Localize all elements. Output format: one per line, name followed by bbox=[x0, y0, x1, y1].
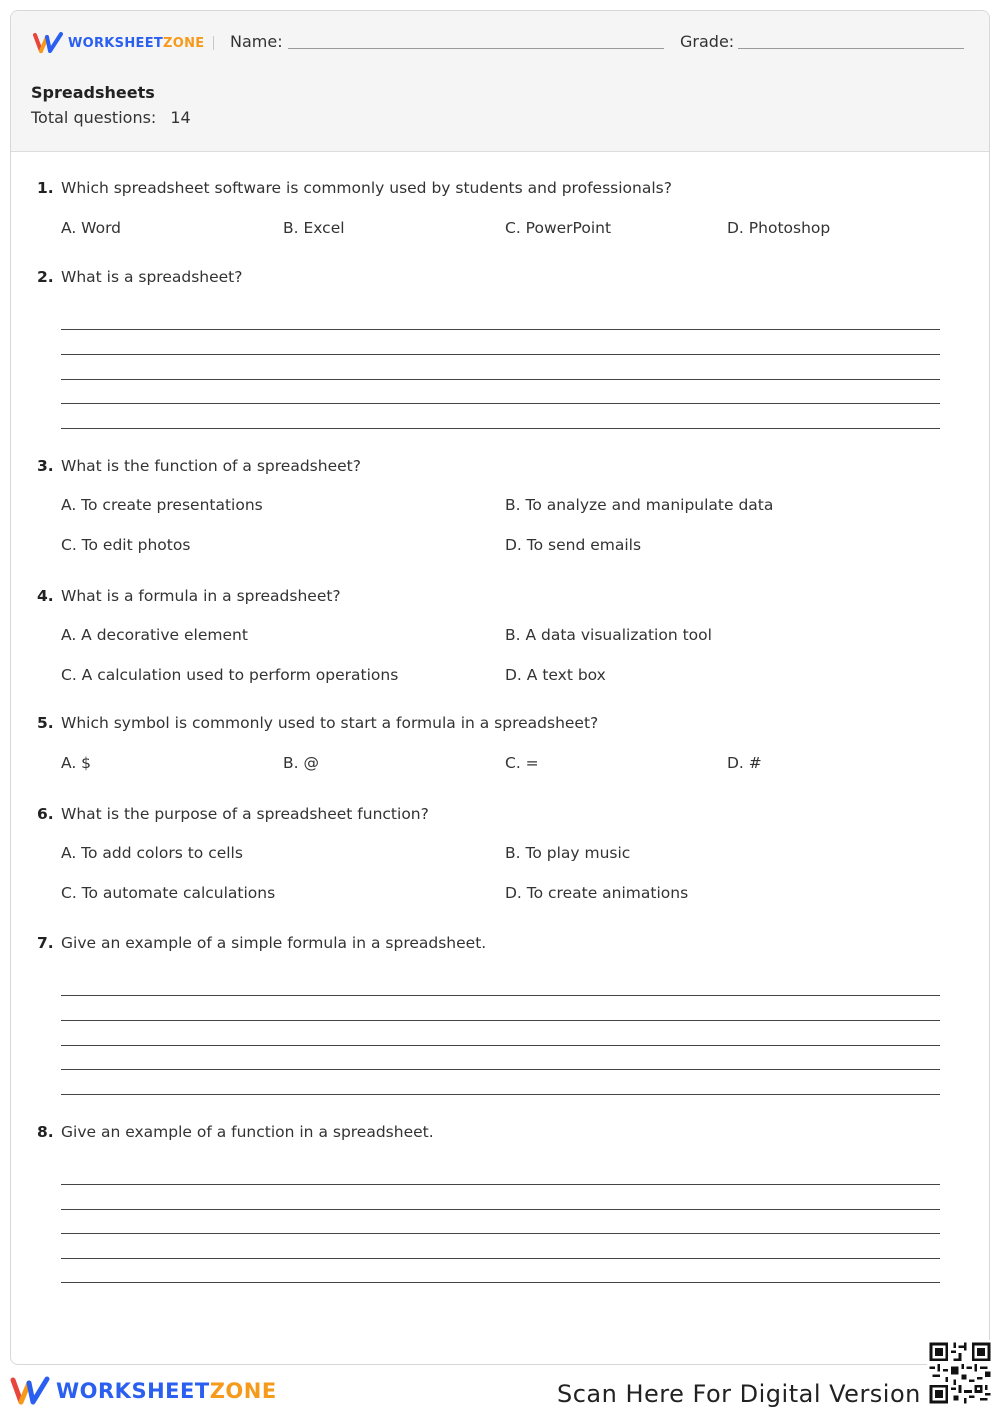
brand-part-worksheet: WORKSHEET bbox=[68, 35, 164, 51]
option-d[interactable]: D. # bbox=[727, 754, 762, 772]
worksheet-title: Spreadsheets bbox=[31, 83, 155, 102]
question-number: 7. bbox=[37, 934, 54, 952]
option-d[interactable]: D. A text box bbox=[505, 666, 606, 684]
question-text: What is a spreadsheet? bbox=[61, 268, 243, 286]
question-number: 2. bbox=[37, 268, 54, 286]
question-text: What is the purpose of a spreadsheet function? bbox=[61, 805, 429, 823]
answer-line[interactable] bbox=[61, 1045, 940, 1046]
header-divider bbox=[213, 36, 214, 50]
brand-part-zone: ZONE bbox=[163, 35, 205, 51]
qr-code-icon[interactable] bbox=[927, 1340, 993, 1406]
brand-part-worksheet: WORKSHEET bbox=[56, 1379, 210, 1403]
option-c[interactable]: C. A calculation used to perform operations bbox=[61, 666, 399, 684]
option-a[interactable]: A. To create presentations bbox=[61, 496, 263, 514]
option-a[interactable]: A. A decorative element bbox=[61, 626, 248, 644]
question-text: Which symbol is commonly used to start a formula in a spreadsheet? bbox=[61, 714, 599, 732]
option-c[interactable]: C. To edit photos bbox=[61, 536, 191, 554]
brand-part-zone: ZONE bbox=[209, 1379, 277, 1403]
scan-instruction: Scan Here For Digital Version bbox=[557, 1380, 921, 1408]
answer-line[interactable] bbox=[61, 1184, 940, 1185]
answer-line[interactable] bbox=[61, 379, 940, 380]
option-b[interactable]: B. A data visualization tool bbox=[505, 626, 712, 644]
answer-line[interactable] bbox=[61, 1069, 940, 1070]
worksheetzone-logo-icon bbox=[33, 32, 63, 54]
question-text: Which spreadsheet software is commonly used by students and professionals? bbox=[61, 179, 672, 197]
name-label: Name: bbox=[230, 32, 283, 51]
page-footer bbox=[0, 1366, 1000, 1414]
grade-input-line[interactable] bbox=[738, 48, 964, 49]
worksheetzone-logo-icon bbox=[10, 1376, 50, 1406]
option-a[interactable]: A. To add colors to cells bbox=[61, 844, 243, 862]
answer-line[interactable] bbox=[61, 428, 940, 429]
option-c[interactable]: C. To automate calculations bbox=[61, 884, 276, 902]
answer-line[interactable] bbox=[61, 1258, 940, 1259]
question-text: Give an example of a simple formula in a spreadsheet. bbox=[61, 934, 487, 952]
question-number: 8. bbox=[37, 1123, 54, 1141]
answer-line[interactable] bbox=[61, 1282, 940, 1283]
question-number: 4. bbox=[37, 587, 54, 605]
option-a[interactable]: A. $ bbox=[61, 754, 92, 772]
option-d[interactable]: D. To create animations bbox=[505, 884, 689, 902]
option-b[interactable]: B. To analyze and manipulate data bbox=[505, 496, 774, 514]
name-input-line[interactable] bbox=[288, 48, 664, 49]
question-number: 5. bbox=[37, 714, 54, 732]
question-text: What is a formula in a spreadsheet? bbox=[61, 587, 341, 605]
worksheet-header bbox=[11, 11, 989, 152]
footer-brand-name bbox=[56, 1379, 277, 1403]
answer-line[interactable] bbox=[61, 1020, 940, 1021]
footer-logo bbox=[10, 1376, 277, 1406]
answer-line[interactable] bbox=[61, 1233, 940, 1234]
total-questions-value: 14 bbox=[170, 108, 191, 127]
option-d[interactable]: D. To send emails bbox=[505, 536, 642, 554]
question-number: 3. bbox=[37, 457, 54, 475]
header-brand-name bbox=[68, 36, 205, 51]
answer-line[interactable] bbox=[61, 354, 940, 355]
option-c[interactable]: C. PowerPoint bbox=[505, 219, 612, 237]
option-b[interactable]: B. To play music bbox=[505, 844, 631, 862]
answer-line[interactable] bbox=[61, 403, 940, 404]
option-b[interactable]: B. @ bbox=[283, 754, 319, 772]
question-number: 6. bbox=[37, 805, 54, 823]
option-a[interactable]: A. Word bbox=[61, 219, 122, 237]
answer-line[interactable] bbox=[61, 329, 940, 330]
question-text: What is the function of a spreadsheet? bbox=[61, 457, 361, 475]
option-d[interactable]: D. Photoshop bbox=[727, 219, 831, 237]
answer-line[interactable] bbox=[61, 1094, 940, 1095]
answer-line[interactable] bbox=[61, 995, 940, 996]
grade-label: Grade: bbox=[680, 32, 735, 51]
question-number: 1. bbox=[37, 179, 54, 197]
option-b[interactable]: B. Excel bbox=[283, 219, 345, 237]
answer-line[interactable] bbox=[61, 1209, 940, 1210]
total-questions bbox=[31, 108, 191, 127]
option-c[interactable]: C. = bbox=[505, 754, 539, 772]
worksheet-page bbox=[10, 10, 990, 1365]
total-questions-label: Total questions: bbox=[31, 108, 157, 127]
question-text: Give an example of a function in a spreadsheet. bbox=[61, 1123, 434, 1141]
header-logo bbox=[33, 32, 205, 54]
